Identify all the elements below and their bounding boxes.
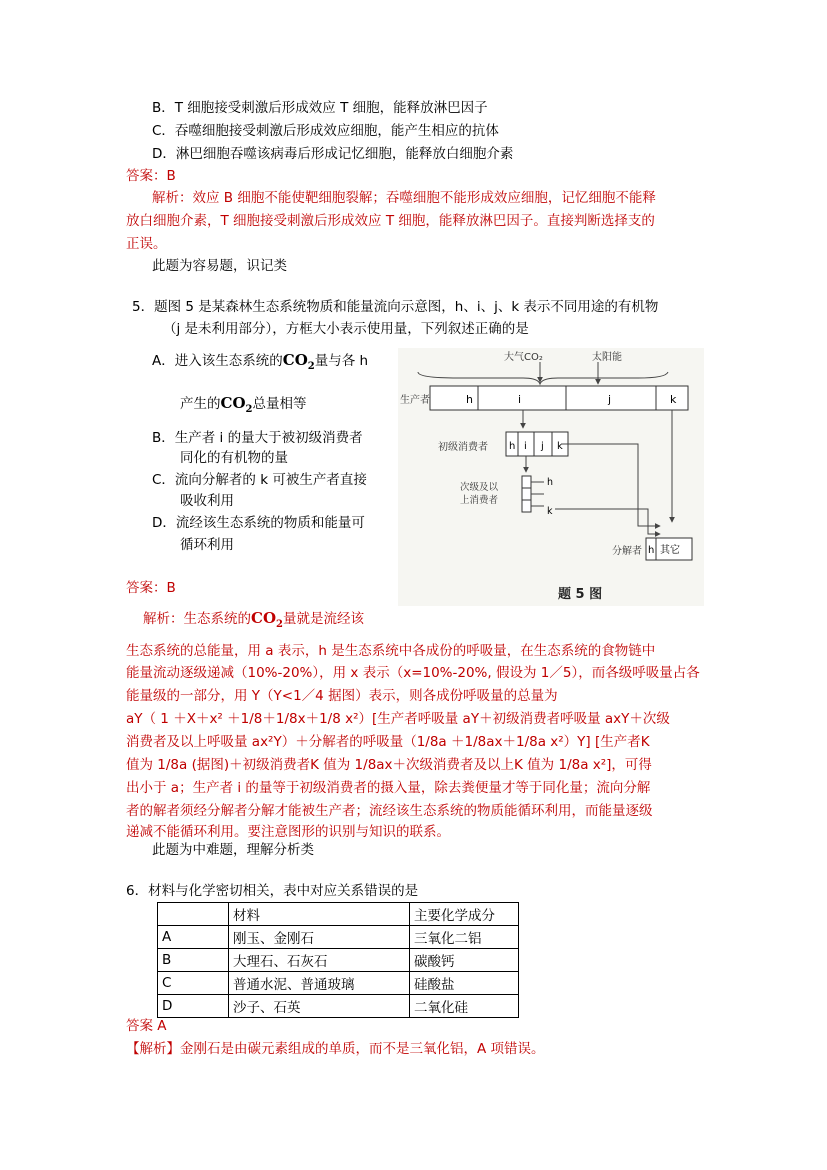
primary-h: h: [509, 441, 516, 452]
table-cell: 三氧化二铝: [410, 926, 519, 949]
producer-h: h: [466, 393, 473, 406]
q5-option-c-line-2: 吸收利用: [180, 493, 234, 509]
q4-option-b: B．T 细胞接受刺激后形成效应 T 细胞，能释放淋巴因子: [152, 100, 488, 116]
q5-analysis-line-2: 能量流动逐级递减（10%-20%），用 x 表示（x=10%-20%, 假设为 1／5），而各级呼吸量占各: [126, 665, 700, 681]
q5-option-b-line-2: 同化的有机物的量: [180, 450, 288, 466]
table-row: [158, 972, 519, 995]
q4-analysis-line-3: 正误。: [126, 236, 167, 252]
sun-energy-label: 太阳能: [592, 352, 622, 363]
table-row: [158, 995, 519, 1018]
secondary-h: h: [547, 477, 554, 488]
q5-analysis-line-3: 能量级的一部分，用 Y（Y<1／4 据图）表示，则各成份呼吸量的总量为: [126, 688, 558, 704]
co2-formula: $CO_2$: [251, 609, 283, 630]
top-brace: [418, 372, 668, 384]
co2-formula: $CO_2$: [282, 351, 315, 372]
table-row: [158, 949, 519, 972]
q5-option-c-line-1: C．流向分解者的 k 可被生产者直接: [152, 472, 367, 488]
q6-analysis: [126, 1039, 545, 1059]
q6-stem: 6．材料与化学密切相关，表中对应关系错误的是: [126, 883, 419, 899]
q5-analysis-line-4: aY（ 1 ＋X＋x² ＋1/8＋1/8x＋1/8 x²）[生产者呼吸量 aY＋初级消费者呼吸量 axY＋次级: [126, 711, 670, 727]
q6-answer: 答案 A: [126, 1018, 167, 1034]
table-cell: 普通水泥、普通玻璃: [229, 972, 410, 995]
secondary-consumer-label-1: 次级及以: [460, 482, 499, 493]
q5-option-d-line-2: 循环利用: [180, 537, 234, 553]
q5-difficulty: 此题为中难题，理解分析类: [152, 842, 314, 858]
table-cell: 主要化学成分: [410, 903, 519, 926]
q5-option-d-line-1: D．流经该生态系统的物质和能量可: [152, 515, 365, 531]
table-cell: 刚玉、金刚石: [229, 926, 410, 949]
q4-analysis-line-2: 放白细胞介素，T 细胞接受刺激后形成效应 T 细胞，能释放淋巴因子。直接判断选择支的: [126, 213, 655, 229]
arrow-primary-k-to-decomposer: [561, 444, 660, 526]
table-cell: A: [158, 926, 229, 949]
table-cell: B: [158, 949, 229, 972]
producer-j: j: [608, 393, 612, 406]
q4-option-d: D．淋巴细胞吞噬该病毒后形成记忆细胞，能释放白细胞介素: [152, 146, 514, 162]
table-cell: 沙子、石英: [229, 995, 410, 1018]
q5-analysis-line-6: 值为 1/8a (据图)＋初级消费者K 值为 1/8ax＋次级消费者及以上K 值为 1/8a x²]，可得: [126, 757, 652, 773]
q5-option-b-line-1: B．生产者 i 的量大于被初级消费者: [152, 430, 363, 446]
secondary-k: k: [547, 506, 553, 517]
producer-k: k: [670, 393, 677, 406]
table-cell: [158, 903, 229, 926]
decomposer-label: 分解者: [612, 546, 642, 557]
secondary-consumer-bar: [522, 476, 531, 512]
q6-analysis-text: 金刚石是由碳元素组成的单质，而不是三氧化铝，A 项错误。: [180, 1041, 545, 1057]
q4-analysis-line-1: 解析：效应 B 细胞不能使靶细胞裂解；吞噬细胞不能形成效应细胞，记忆细胞不能释: [152, 190, 656, 206]
table-cell: 硅酸盐: [410, 972, 519, 995]
table-cell: D: [158, 995, 229, 1018]
q4-option-c: C．吞噬细胞接受刺激后形成效应细胞，能产生相应的抗体: [152, 123, 499, 139]
figure-5-diagram: [398, 348, 704, 606]
producer-label: 生产者: [400, 395, 430, 406]
table-cell: 二氧化硅: [410, 995, 519, 1018]
primary-k: k: [557, 441, 563, 452]
q4-difficulty: 此题为容易题，识记类: [152, 258, 287, 274]
q5-analysis-line-7: 出小于 a；生产者 i 的量等于初级消费者的摄入量，除去粪便量才等于同化量；流向分解: [126, 780, 651, 796]
q6-analysis-tag: 【解析】: [126, 1041, 180, 1057]
q5-answer: 答案：B: [126, 580, 176, 596]
table-row: [158, 926, 519, 949]
figure-caption: 题 5 图: [558, 587, 603, 602]
q5-option-a-line-2: 产生的$CO_2$总量相等: [180, 394, 307, 415]
materials-table: [157, 902, 519, 1018]
primary-i: i: [524, 441, 527, 452]
primary-consumer-label: 初级消费者: [438, 442, 488, 453]
q5-stem-line-1: 5．题图 5 是某森林生态系统物质和能量流向示意图，h、i、j、k 表示不同用途的有机物: [132, 299, 659, 315]
table-cell: C: [158, 972, 229, 995]
producer-i: i: [518, 393, 522, 406]
arrow-secondary-k-to-decomposer: [555, 509, 660, 534]
table-cell: 碳酸钙: [410, 949, 519, 972]
q5-analysis-head: 解析：生态系统的$CO_2$量就是流经该: [143, 609, 364, 630]
q5-analysis-line-5: 消费者及以上呼吸量 ax²Y）＋分解者的呼吸量（1/8a ＋1/8ax＋1/8a x²）Y] [生产者K: [126, 734, 650, 750]
q4-answer: 答案：B: [126, 168, 176, 184]
q5-stem-line-2: （j 是未利用部分），方框大小表示使用量，下列叙述正确的是: [163, 321, 529, 337]
table-cell: 大理石、石灰石: [229, 949, 410, 972]
primary-j: j: [541, 441, 544, 452]
table-header-row: [158, 903, 519, 926]
co2-formula: $CO_2$: [220, 394, 253, 415]
decomposer-other: 其它: [660, 545, 680, 556]
q5-analysis-line-1: 生态系统的总能量，用 a 表示，h 是生态系统中各成份的呼吸量，在生态系统的食物链中: [126, 643, 656, 659]
q5-analysis-line-8: 者的解者须经分解者分解才能被生产者；流经该生态系统的物质能循环利用，而能量逐级: [126, 803, 653, 819]
air-co2-label: 大气CO₂: [504, 352, 543, 363]
secondary-consumer-label-2: 上消费者: [460, 495, 499, 506]
q5-option-a-line-1: A．进入该生态系统的$CO_2$量与各 h: [152, 351, 369, 372]
table-cell: 材料: [229, 903, 410, 926]
decomposer-h: h: [648, 545, 655, 556]
q5-analysis-line-9: 递减不能循环利用。要注意图形的识别与知识的联系。: [126, 824, 450, 840]
